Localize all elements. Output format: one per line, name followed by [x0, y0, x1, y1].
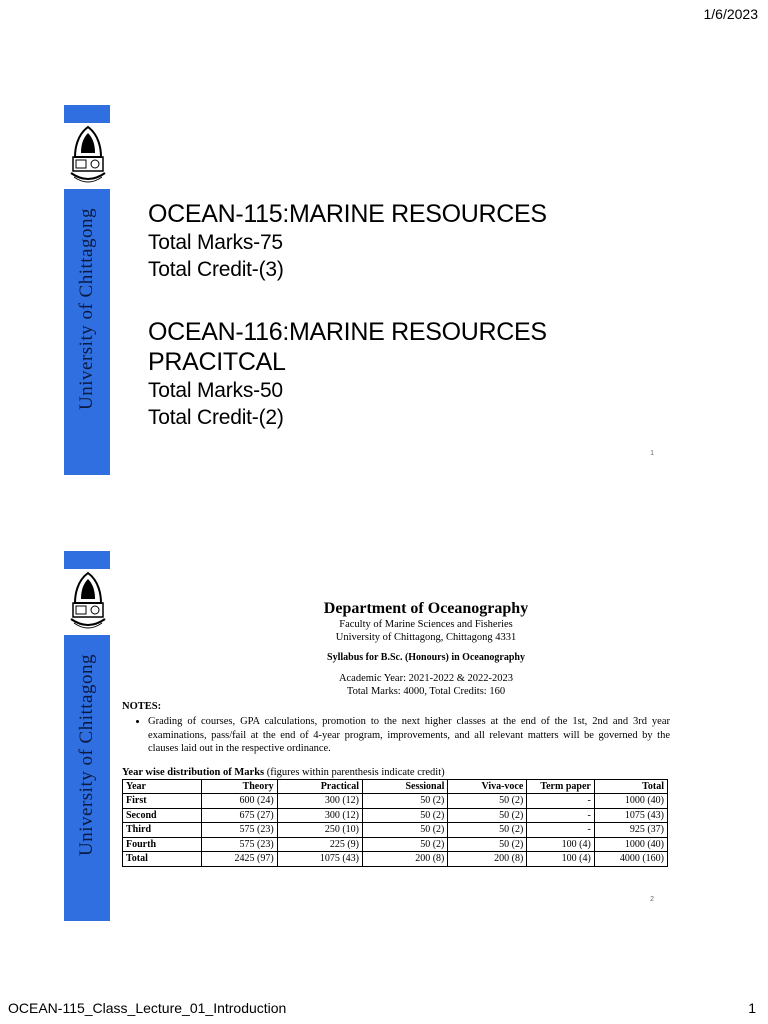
footer-page-number: 1	[748, 1000, 756, 1016]
cell-sessional: 50 (2)	[363, 808, 448, 823]
university-name-vertical	[68, 199, 106, 419]
table-row	[123, 794, 668, 809]
cell-term-paper: -	[527, 823, 595, 838]
table-row	[123, 823, 668, 838]
course-115-title: OCEAN-115:MARINE RESOURCES	[148, 200, 547, 228]
cell-sessional: 50 (2)	[363, 794, 448, 809]
university-logo	[64, 123, 111, 189]
university-address: University of Chittagong, Chittagong 4331	[335, 632, 517, 643]
university-name: University of Chittagong	[76, 208, 97, 410]
course-116-marks: Total Marks-50	[148, 379, 283, 402]
cell-theory: 575 (23)	[202, 823, 277, 838]
course-116-credit: Total Credit-(2)	[148, 406, 284, 429]
cell-viva-voce: 200 (8)	[448, 852, 527, 867]
cell-practical: 225 (9)	[277, 837, 362, 852]
cell-theory: 575 (23)	[202, 837, 277, 852]
cell-practical: 300 (12)	[277, 794, 362, 809]
cell-year: Second	[123, 808, 202, 823]
cell-total: 1000 (40)	[594, 837, 667, 852]
cell-term-paper: 100 (4)	[527, 837, 595, 852]
table-row	[123, 808, 668, 823]
slide-number: 2	[650, 896, 654, 903]
col-header-year: Year	[123, 779, 202, 794]
university-name: University of Chittagong	[76, 654, 97, 856]
course-116-title: OCEAN-116:MARINE RESOURCES PRACITCAL	[148, 318, 547, 376]
cell-total: 1075 (43)	[594, 808, 667, 823]
cell-sessional: 50 (2)	[363, 837, 448, 852]
slide-1	[64, 105, 688, 475]
university-crest-icon	[65, 569, 111, 635]
marks-distribution-table	[122, 779, 668, 867]
cell-year: First	[123, 794, 202, 809]
note-item: • Grading of courses, GPA calculations, promotion to the next higher classes at the end of the 1st, 2nd and 3rd year examinations, pass/fail at the end of 4-year program, improvements, and all relevant matters will be governed by the clauses laid out in the respective ordinance.	[148, 715, 670, 756]
distribution-heading-bold: Year wise distribution of Marks	[122, 766, 265, 778]
col-header-theory: Theory	[202, 779, 277, 794]
cell-practical: 250 (10)	[277, 823, 362, 838]
course-115-block	[148, 199, 547, 283]
university-side-band	[64, 551, 110, 921]
table-row	[123, 837, 668, 852]
university-side-band	[64, 105, 110, 475]
document-header	[182, 599, 670, 698]
course-115-marks: Total Marks-75	[148, 231, 283, 254]
cell-theory: 600 (24)	[202, 794, 277, 809]
notes-heading: NOTES:	[122, 701, 162, 712]
footer-file-name: OCEAN-115_Class_Lecture_01_Introduction	[8, 1000, 287, 1016]
department-title: Department of Oceanography	[323, 600, 529, 617]
cell-sessional: 200 (8)	[363, 852, 448, 867]
cell-term-paper: -	[527, 808, 595, 823]
cell-theory: 675 (27)	[202, 808, 277, 823]
cell-total: 1000 (40)	[594, 794, 667, 809]
col-header-term-paper: Term paper	[527, 779, 595, 794]
distribution-heading-note: (figures within parenthesis indicate credit)	[264, 766, 445, 778]
slide-number: 1	[650, 450, 654, 457]
cell-total: 4000 (160)	[594, 852, 667, 867]
academic-year: Academic Year: 2021-2022 & 2022-2023	[338, 673, 514, 684]
syllabus-document	[122, 599, 670, 867]
slide-2	[64, 551, 688, 921]
university-logo	[64, 569, 111, 635]
university-name-vertical	[68, 645, 106, 865]
table-header-row	[123, 779, 668, 794]
cell-viva-voce: 50 (2)	[448, 808, 527, 823]
col-header-sessional: Sessional	[363, 779, 448, 794]
syllabus-title: Syllabus for B.Sc. (Honours) in Oceanography	[327, 652, 525, 663]
cell-year: Third	[123, 823, 202, 838]
table-row-total	[123, 852, 668, 867]
cell-theory: 2425 (97)	[202, 852, 277, 867]
university-crest-icon	[65, 123, 111, 189]
cell-sessional: 50 (2)	[363, 823, 448, 838]
cell-practical: 300 (12)	[277, 808, 362, 823]
print-date: 1/6/2023	[703, 6, 758, 22]
cell-viva-voce: 50 (2)	[448, 794, 527, 809]
cell-practical: 1075 (43)	[277, 852, 362, 867]
cell-year: Total	[123, 852, 202, 867]
col-header-viva-voce: Viva-voce	[448, 779, 527, 794]
cell-viva-voce: 50 (2)	[448, 837, 527, 852]
distribution-heading	[122, 766, 670, 779]
cell-viva-voce: 50 (2)	[448, 823, 527, 838]
course-116-block	[148, 317, 688, 431]
col-header-practical: Practical	[277, 779, 362, 794]
cell-year: Fourth	[123, 837, 202, 852]
cell-total: 925 (37)	[594, 823, 667, 838]
cell-term-paper: -	[527, 794, 595, 809]
col-header-total: Total	[594, 779, 667, 794]
cell-term-paper: 100 (4)	[527, 852, 595, 867]
course-115-credit: Total Credit-(3)	[148, 258, 284, 281]
notes-list	[122, 715, 670, 756]
faculty-name: Faculty of Marine Sciences and Fisheries	[339, 619, 513, 630]
total-marks-credits: Total Marks: 4000, Total Credits: 160	[346, 686, 506, 697]
